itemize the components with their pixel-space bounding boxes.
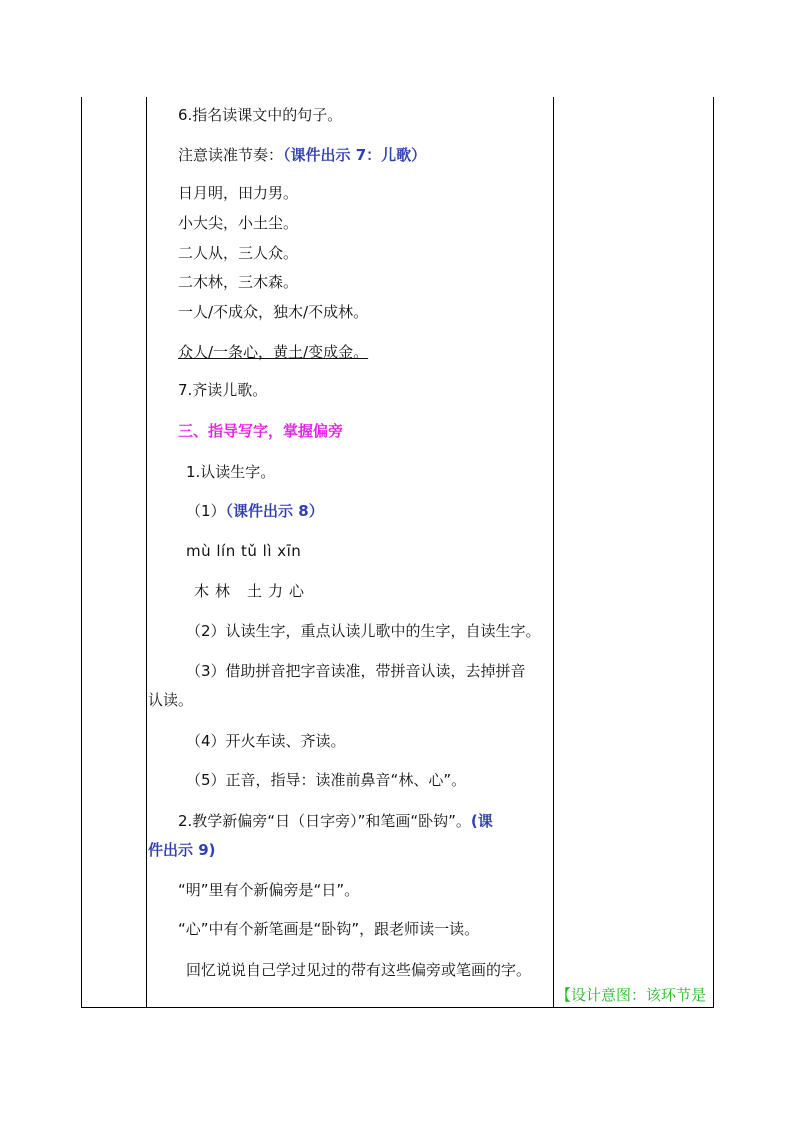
poem-line-1: 日月明，田力男。 (178, 184, 299, 202)
design-intent-note: 【设计意图：该环节是 (556, 986, 707, 1004)
poem-line-3: 二人从，三人众。 (178, 244, 299, 262)
item-2-sub-1: “明”里有个新偏旁是“日”。 (178, 881, 360, 899)
poem-line-6: 众人/一条心，黄土/变成金。 (178, 343, 369, 361)
item-1-1 (186, 501, 324, 521)
item-2-line-1 (178, 811, 493, 831)
character-tu: 土 (247, 582, 263, 600)
character-xin: 心 (289, 582, 305, 600)
courseware-ref-9-end: 件出示 9) (148, 841, 216, 859)
poem-line-4: 二木林，三木森。 (178, 273, 299, 291)
item-1-3-line-1: （3）借助拼音把字音读准，带拼音认读，去掉拼音 (186, 662, 526, 680)
item-1-text: 1.认读生字。 (186, 463, 276, 481)
table-border-right (713, 97, 714, 1008)
character-row (194, 581, 304, 601)
table-border-left (81, 97, 82, 1008)
table-border-col2 (146, 97, 147, 1008)
item-1-3-line-2: 认读。 (148, 691, 194, 709)
poem-line-5: 一人/不成众，独木/不成林。 (178, 303, 369, 321)
item-1-4: （4）开火车读、齐读。 (186, 732, 346, 750)
character-lin: 林 (215, 582, 231, 600)
table-border-col3 (553, 97, 554, 1008)
step-6-text: 6.指名读课文中的句子。 (178, 106, 343, 124)
pinyin-row: mù lín tǔ lì xīn (186, 542, 302, 560)
section-3-heading: 三、指导写字，掌握偏旁 (178, 422, 344, 440)
rhythm-note-text: 注意读准节奏： (178, 146, 284, 164)
item-2-sub-3: 回忆说说自己学过见过的带有这些偏旁或笔画的字。 (186, 961, 532, 979)
character-li: 力 (268, 582, 284, 600)
courseware-ref-9-start: (课 (470, 812, 493, 830)
step-7-text: 7.齐读儿歌。 (178, 381, 268, 399)
courseware-ref-7: （课件出示 7：儿歌） (283, 146, 427, 164)
table-border-bottom (81, 1007, 714, 1008)
poem-line-2: 小大尖，小土尘。 (178, 214, 299, 232)
item-1-1-number: （1） (186, 502, 226, 520)
item-1-2: （2）认读生字，重点认读儿歌中的生字，自读生字。 (186, 622, 541, 640)
courseware-ref-8: （课件出示 8） (225, 502, 324, 520)
item-2-text: 2.教学新偏旁“日（日字旁）”和笔画“卧钩”。 (178, 812, 471, 830)
item-1-5: （5）正音，指导：读准前鼻音“林、心”。 (186, 771, 467, 789)
item-2-sub-2: “心”中有个新笔画是“卧钩”，跟老师读一读。 (178, 920, 480, 938)
character-mu: 木 (194, 582, 210, 600)
rhythm-note (178, 145, 426, 165)
